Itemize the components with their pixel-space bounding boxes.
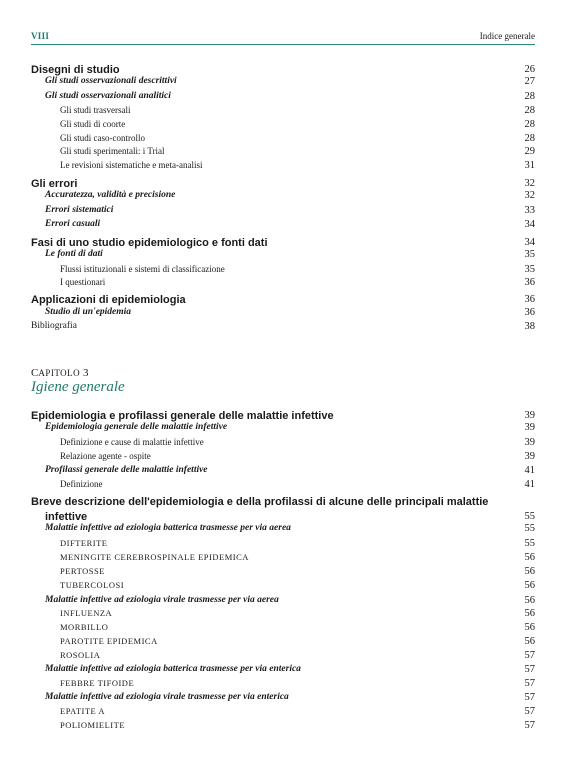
toc-entry-title: FEBBRE TIFOIDE: [60, 678, 135, 688]
chapter-number: 3: [82, 367, 89, 379]
toc-entry-title: Gli studi osservazionali descrittivi: [45, 76, 177, 86]
toc-entry-title: Errori casuali: [45, 219, 101, 229]
toc-entry-title: PAROTITE EPIDEMICA: [60, 636, 158, 646]
chapter-title: Igiene generale: [31, 379, 125, 395]
toc-entry-page: 29: [524, 146, 535, 157]
toc-entry-title: Gli studi trasversali: [60, 105, 131, 115]
toc-entry-page: 28: [524, 105, 535, 116]
toc-entry-page: 56: [524, 580, 535, 591]
toc-entry-page: 55: [524, 523, 535, 534]
toc-entry-title: Malattie infettive ad eziologia batterica trasmesse per via aerea: [45, 523, 291, 533]
toc-entry-page: 31: [524, 160, 535, 171]
toc-entry-title: Gli studi sperimentali: i Trial: [60, 146, 165, 156]
toc-entry-page: 36: [524, 277, 535, 288]
toc-entry-page: 55: [524, 538, 535, 549]
toc-entry-page: 32: [524, 190, 535, 201]
toc-entry-title: Studio di un'epidemia: [45, 307, 132, 317]
toc-entry-title: I questionari: [60, 277, 106, 287]
toc-entry-page: 56: [524, 552, 535, 563]
toc-entry-page: 56: [524, 566, 535, 577]
toc-entry-page: 28: [524, 133, 535, 144]
chapter-label-initial: C: [31, 367, 39, 379]
toc-entry-title: Le revisioni sistematiche e meta-analisi: [60, 160, 203, 170]
toc-entry-page: 28: [524, 119, 535, 130]
toc-entry-page: 57: [524, 678, 535, 689]
toc-entry-page: 36: [524, 294, 535, 305]
chapter-label-rest: APITOLO: [38, 368, 81, 378]
toc-entry-page: 56: [524, 595, 535, 606]
toc-entry-title: TUBERCOLOSI: [60, 580, 125, 590]
toc-entry-title: MENINGITE CEREBROSPINALE EPIDEMICA: [60, 552, 249, 562]
toc-entry-title: Gli studi di coorte: [60, 119, 126, 129]
toc-entry-title: Applicazioni di epidemiologia: [31, 294, 186, 306]
toc-entry-title: POLIOMIELITE: [60, 720, 126, 730]
toc-entry-page: 57: [524, 650, 535, 661]
toc-entry-page: 57: [524, 692, 535, 703]
toc-entry-title: EPATITE A: [60, 706, 106, 716]
toc-entry-title: Malattie infettive ad eziologia virale trasmesse per via enterica: [45, 692, 289, 702]
toc-entry-page: 34: [524, 219, 535, 230]
toc-entry-title: Fasi di uno studio epidemiologico e fonti dati: [31, 237, 268, 249]
toc-entry-page: 55: [524, 511, 535, 522]
toc-entry-title: Errori sistematici: [45, 205, 114, 215]
toc-entry-page: 28: [524, 91, 535, 102]
toc-entry-title: Accuratezza, validità e precisione: [45, 190, 176, 200]
toc-entry-page: 26: [524, 64, 535, 75]
toc-entry-page: 36: [524, 307, 535, 318]
toc-entry-title: Breve descrizione dell'epidemiologia e della profilassi di alcune delle principali malattie: [31, 496, 489, 508]
toc-entry-title: infettive: [45, 511, 88, 523]
toc-entry-title: Bibliografia: [31, 321, 77, 331]
toc-entry-title: Disegni di studio: [31, 64, 120, 76]
toc-entry-page: 41: [524, 479, 535, 490]
toc-entry-page: 32: [524, 178, 535, 189]
toc-entry-page: 39: [524, 437, 535, 448]
toc-entry-page: 35: [524, 264, 535, 275]
toc-entry-title: Malattie infettive ad eziologia batterica trasmesse per via enterica: [45, 664, 301, 674]
header-rule: [31, 44, 535, 45]
toc-entry-title: DIFTERITE: [60, 538, 108, 548]
toc-entry-title: Definizione e cause di malattie infettive: [60, 437, 204, 447]
toc-entry-page: 56: [524, 636, 535, 647]
toc-entry-page: 39: [524, 451, 535, 462]
toc-entry-title: Flussi istituzionali e sistemi di classificazione: [60, 264, 225, 274]
toc-entry-title: MORBILLO: [60, 622, 109, 632]
toc-entry-page: 41: [524, 465, 535, 476]
toc-entry-title: Gli errori: [31, 178, 78, 190]
chapter-label: [31, 367, 88, 379]
toc-entry-page: 56: [524, 622, 535, 633]
toc-entry-page: 27: [524, 76, 535, 87]
toc-entry-title: Epidemiologia generale delle malattie infettive: [45, 422, 228, 432]
toc-entry-page: 34: [524, 237, 535, 248]
toc-entry-title: Gli studi osservazionali analitici: [45, 91, 171, 101]
toc-entry-page: 38: [524, 321, 535, 332]
toc-entry-title: PERTOSSE: [60, 566, 105, 576]
toc-entry-title: Le fonti di dati: [45, 249, 103, 259]
toc-entry-page: 57: [524, 664, 535, 675]
toc-entry-title: Epidemiologia e profilassi generale delle malattie infettive: [31, 410, 334, 422]
toc-entry-title: Gli studi caso-controllo: [60, 133, 145, 143]
toc-entry-page: 39: [524, 410, 535, 421]
toc-entry-page: 33: [524, 205, 535, 216]
toc-entry-page: 39: [524, 422, 535, 433]
toc-entry-page: 56: [524, 608, 535, 619]
running-header: [31, 31, 535, 45]
toc-entry-title: Definizione: [60, 479, 103, 489]
toc-entry-title: INFLUENZA: [60, 608, 113, 618]
toc-entry-title: Profilassi generale delle malattie infettive: [45, 465, 208, 475]
toc-entry-page: 35: [524, 249, 535, 260]
toc-entry-title: Malattie infettive ad eziologia virale trasmesse per via aerea: [45, 595, 279, 605]
toc-entry-page: 57: [524, 706, 535, 717]
toc-entry-page: 57: [524, 720, 535, 731]
toc-entry-title: ROSOLIA: [60, 650, 101, 660]
running-title: Indice generale: [479, 31, 535, 41]
page-number: VIII: [31, 31, 50, 41]
toc-entry-title: Relazione agente - ospite: [60, 451, 151, 461]
